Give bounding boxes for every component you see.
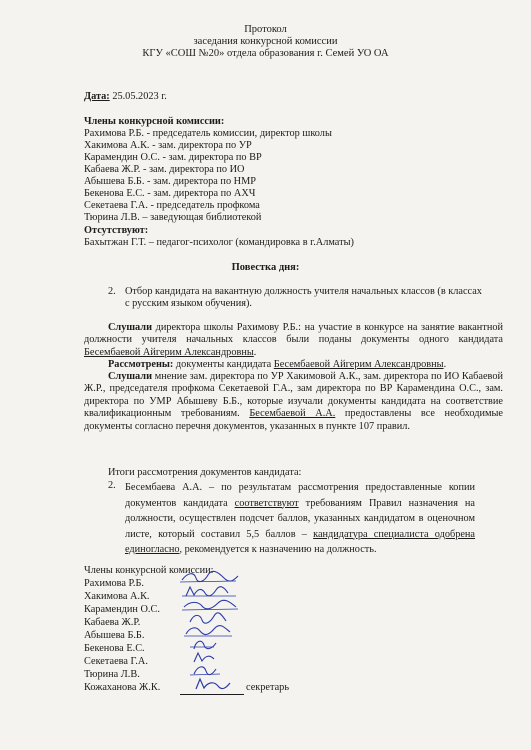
heard-paragraph-1: Слушали директора школы Рахимову Р.Б.: на участие в конкурсе на занятие вакантной должности учителя начальных классов были поданы документы одного кандидата Бесембаевой Айгерим Александровны. <box>84 322 503 358</box>
candidate-name: Бесембаевой Айгерим Александровны <box>273 359 444 370</box>
signature-name: Кабаева Ж.Р. <box>84 617 141 628</box>
member-line: Карамендин О.С. - зам. директора по ВР <box>84 152 262 163</box>
signature-line <box>180 694 244 695</box>
document-subtitle: заседания конкурсной комиссии <box>193 36 338 47</box>
member-line: Хакимова А.К. - зам. директора по УР <box>84 140 252 151</box>
secretary-label: секретарь <box>246 682 290 693</box>
agenda-heading: Повестка дня: <box>231 262 300 273</box>
candidate-name: Бесембаевой А.А. <box>249 408 336 420</box>
absent-heading: Отсутствуют: <box>84 225 149 236</box>
agenda-item-line: с русским языком обучения). <box>125 298 252 309</box>
signature-name: Абышева Б.Б. <box>84 630 145 641</box>
signature-name: Тюрина Л.В. <box>84 669 140 680</box>
agenda-item-line: Отбор кандидата на вакантную должность учителя начальных классов (в классах <box>125 286 482 297</box>
heard-label: Слушали <box>108 371 153 382</box>
signature-name: Секетаева Г.А. <box>84 656 148 667</box>
signature-rakhimova <box>178 570 240 584</box>
signature-name: Хакимова А.К. <box>84 591 150 602</box>
agenda-item-number: 2. <box>108 286 116 297</box>
signature-karamendin <box>178 598 240 612</box>
signature-tyurina <box>186 663 226 677</box>
signatures-heading: Члены конкурсной комиссии: <box>84 565 214 576</box>
signature-name: Карамендин О.С. <box>84 604 160 615</box>
document-organization: КГУ «СОШ №20» отдела образования г. Семей УО ОА <box>142 48 389 59</box>
absent-text: Бахытжан Г.Т. – педагог-психолог (командировка в г.Алматы) <box>84 237 354 248</box>
document-title: Протокол <box>244 24 287 35</box>
considered-paragraph: Рассмотрены: документы кандидата Бесембаевой Айгерим Александровны. <box>108 359 447 370</box>
results-number: 2. <box>108 480 116 491</box>
signature-bekenova <box>184 637 228 651</box>
signature-name: Бекенова Е.С. <box>84 643 145 654</box>
heard-label: Слушали <box>108 322 153 333</box>
results-text: Бесембаева А.А. – по результатам рассмотрения предоставленные копии документов кандидата соответствуют требованиям Правил назначения на должности, осуществлен подсчет баллов, указанных кандидатом в оценочном листе, который составил 5,5 баллов – кандидатура специалиста одобрена единогласно, рекомендуется к назначению на должность. <box>125 482 476 555</box>
member-line: Абышева Б.Б. - зам. директора по НМР <box>84 176 256 187</box>
member-line: Секетаева Г.А. - председатель профкома <box>84 200 260 211</box>
member-line: Рахимова Р.Б. - председатель комиссии, директор школы <box>84 128 332 139</box>
signature-name: Рахимова Р.Б. <box>84 578 144 589</box>
member-line: Бекенова Е.С. - зам. директора по АХЧ <box>84 188 256 199</box>
signature-khakimova <box>180 584 238 598</box>
date-line <box>84 91 167 103</box>
member-line: Тюрина Л.В. – заведующая библиотекой <box>84 212 262 223</box>
heard-paragraph-2: Слушали мнение зам. директора по УР Хакимовой А.К., зам. директора по ИО Кабаевой Ж.Р., председателя профкома Секетаевой Г.А., зам директора по ВР Карамендина О.С., зам. директора по УМР Абышеву Б.Б., которые изучали документы кандидата на соответствие квалификационным требованиям. Бесембаевой А.А. предоставлены все необходимые документы согласно перечня документов, указанных в пункте 107 правил. <box>84 371 503 432</box>
signature-kabaeva <box>182 611 232 625</box>
signature-kozhakhanova <box>188 676 234 692</box>
date-label: Дата: <box>84 91 110 102</box>
signature-abysheva <box>180 624 236 638</box>
members-heading: Члены конкурсной комиссии: <box>84 116 225 127</box>
signature-seketaeva <box>184 650 226 664</box>
candidate-name: Бесембаевой Айгерим Александровны <box>84 346 254 358</box>
considered-label: Рассмотрены: <box>108 359 174 370</box>
date-value: 25.05.2023 г. <box>112 91 167 102</box>
member-line: Кабаева Ж.Р. - зам. директора по ИО <box>84 164 245 175</box>
results-heading: Итоги рассмотрения документов кандидата: <box>108 467 302 478</box>
signature-name: Кожаханова Ж.К. <box>84 682 161 693</box>
results-conforms: соответствуют <box>234 497 299 509</box>
results-approved: кандидатура специалиста одобрена единогласно <box>125 528 476 555</box>
